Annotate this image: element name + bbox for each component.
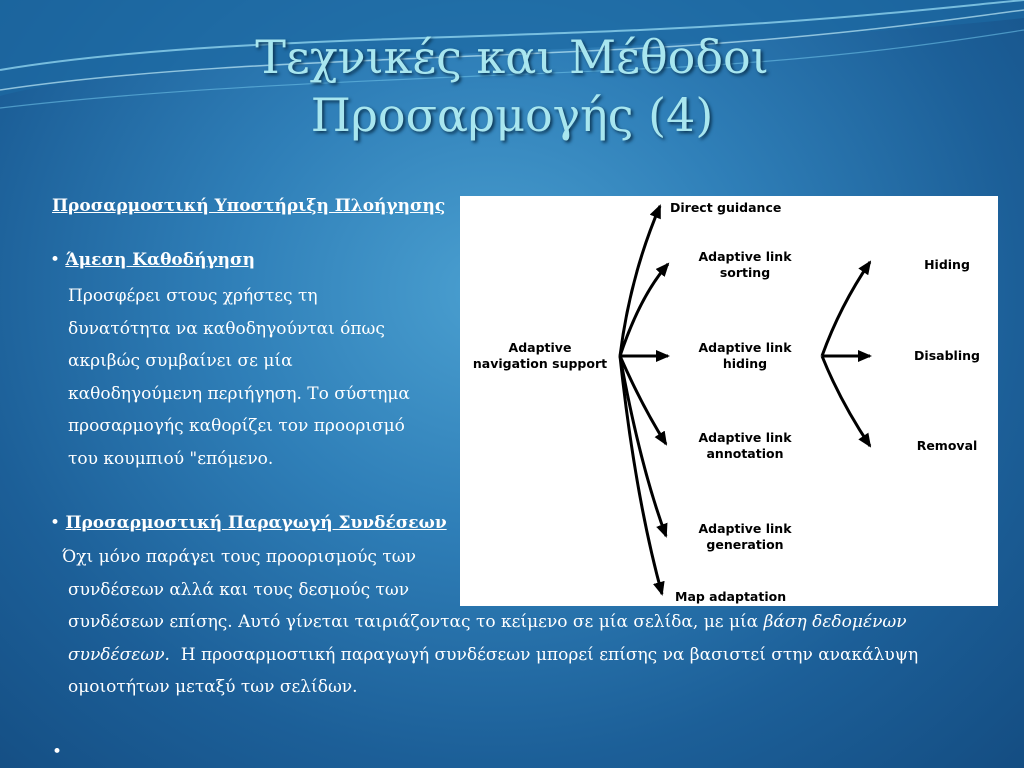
bullet-marker: •: [50, 513, 61, 533]
italic-term: συνδέσεων.: [68, 644, 170, 665]
empty-bullet: •: [52, 742, 63, 762]
bullet-1-text: [68, 280, 458, 476]
text-line: συνδέσεων αλλά και τους δεσμούς των: [68, 579, 410, 600]
bullet-2-label: Προσαρμοστική Παραγωγή Συνδέσεων: [65, 513, 447, 533]
node-link-sorting-line-2: sorting: [719, 265, 771, 280]
text-line: Όχι μόνο παράγει τους προορισμούς των: [62, 547, 416, 567]
node-link-annotation-line-1: Adaptive link: [698, 430, 792, 445]
arrow-hiding: [822, 262, 870, 356]
node-hiding: Hiding: [924, 257, 970, 272]
node-removal: Removal: [916, 438, 978, 453]
node-direct-guidance: Direct guidance: [670, 200, 782, 215]
text-line: Προσφέρει στους χρήστες τη: [68, 286, 318, 306]
section-heading: Προσαρμοστική Υποστήριξη Πλοήγησης: [52, 196, 446, 216]
node-link-annotation-line-2: annotation: [706, 446, 784, 461]
text-line: καθοδηγούμενη περιήγηση. Το σύστημα: [68, 383, 410, 404]
title-line-1: Τεχνικές και Μέθοδοι: [255, 30, 769, 84]
text-line: ομοιοτήτων μεταξύ των σελίδων.: [68, 677, 358, 698]
text-line: προσαρμογής καθορίζει τον προορισμό: [68, 416, 405, 437]
node-link-generation-line-1: Adaptive link: [698, 521, 792, 536]
node-map-adaptation: Map adaptation: [675, 589, 787, 604]
text-line: ακριβώς συμβαίνει σε μία: [68, 351, 293, 372]
arrow-removal: [822, 356, 870, 446]
text-line: [62, 606, 1002, 639]
diagram-svg: [460, 196, 998, 606]
bullet-item-1: [50, 250, 255, 270]
text-line: [62, 639, 1002, 672]
arrow-link-annotation: [620, 356, 666, 444]
text-segment: συνδέσεων επίσης. Αυτό γίνεται ταιριάζοντας το κείμενο σε μία σελίδα, με μία: [68, 612, 759, 633]
text-line: δυνατότητα να καθοδηγούνται όπως: [68, 318, 385, 339]
italic-term: βάση δεδομένων: [763, 612, 907, 633]
navigation-support-diagram: [460, 196, 998, 606]
node-link-generation-line-2: generation: [706, 537, 784, 552]
text-line: του κουμπιού "επόμενο.: [68, 448, 274, 469]
root-node-line-2: navigation support: [472, 356, 608, 371]
node-link-hiding-line-1: Adaptive link: [698, 340, 792, 355]
text-segment: Η προσαρμοστική παραγωγή συνδέσεων μπορεί επίσης να βασιστεί στην ανακάλυψη: [180, 644, 919, 665]
node-link-hiding-line-2: hiding: [722, 356, 768, 371]
slide-title: [0, 28, 1024, 144]
bullet-item-2: [50, 513, 447, 533]
title-line-2: Προσαρμογής (4): [310, 88, 714, 142]
bullet-1-label: Άμεση Καθοδήγηση: [65, 250, 255, 270]
node-disabling: Disabling: [914, 348, 980, 363]
node-link-sorting-line-1: Adaptive link: [698, 249, 792, 264]
root-node-line-1: Adaptive: [508, 340, 572, 355]
bullet-marker: •: [50, 250, 61, 270]
